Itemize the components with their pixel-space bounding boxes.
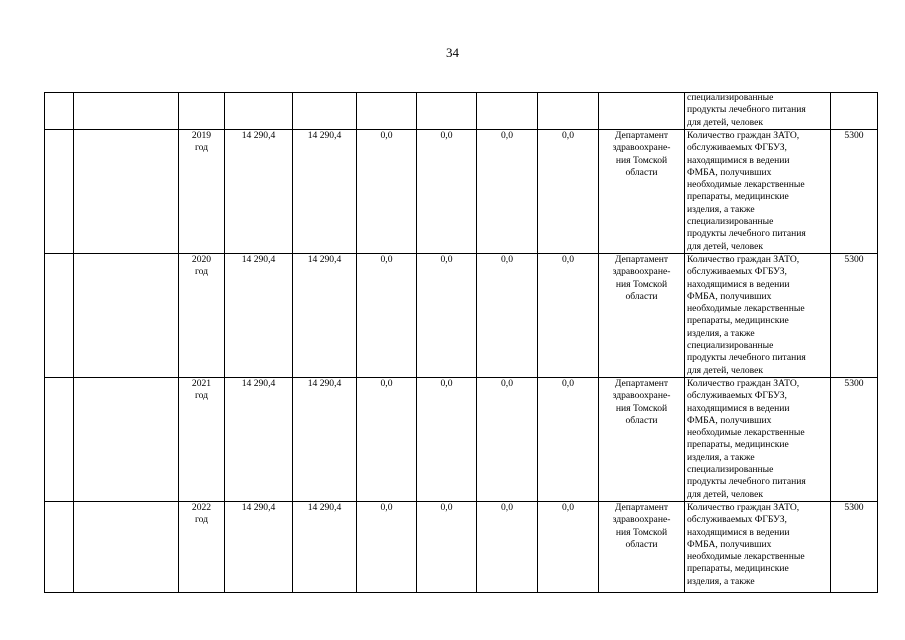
table-cell <box>45 253 74 377</box>
indicator-line: обслуживаемых ФГБУЗ, <box>687 514 787 526</box>
indicator-line: необходимые лекарственные <box>687 551 805 563</box>
table-row-2019 <box>45 130 878 254</box>
amount-cell: 0,0 <box>477 253 538 377</box>
indicator-cell <box>685 377 831 501</box>
indicator-line: для детей, человек <box>687 488 764 500</box>
indicator-line: препараты, медицинские <box>687 563 789 575</box>
executor-line: области <box>625 538 658 550</box>
indicator-line: ФМБА, получивших <box>687 290 772 302</box>
table-cell <box>74 93 179 130</box>
amount-cell: 0,0 <box>357 501 417 592</box>
value-cell: 5300 <box>831 253 878 377</box>
indicator-line: для детей, человек <box>687 240 764 252</box>
executor-line: здравоохране- <box>612 514 671 526</box>
executor-cell <box>599 501 685 592</box>
executor-line: ния Томской <box>615 402 668 414</box>
executor-line: ния Томской <box>615 526 668 538</box>
executor-line: здравоохране- <box>612 390 671 402</box>
indicator-line: препараты, медицинские <box>687 315 789 327</box>
executor-line: ния Томской <box>615 154 668 166</box>
indicator-line: Количество граждан ЗАТО, <box>687 501 800 513</box>
total-cell: 14 290,4 <box>225 377 293 501</box>
table-cell <box>225 93 293 130</box>
amount-cell: 0,0 <box>357 253 417 377</box>
amount-cell: 14 290,4 <box>293 253 357 377</box>
table-cell <box>293 93 357 130</box>
table-cell <box>74 377 179 501</box>
table-cell <box>45 93 74 130</box>
table-row-2020 <box>45 253 878 377</box>
indicator-line: для детей, человек <box>687 116 764 128</box>
indicator-line: находящимися в ведении <box>687 154 790 166</box>
executor-line: области <box>625 166 658 178</box>
year-unit: год <box>194 390 209 402</box>
executor-line: Департамент <box>614 501 669 513</box>
indicator-line: специализированные <box>687 340 774 352</box>
table-cell <box>417 93 477 130</box>
indicator-cell <box>685 93 831 130</box>
budget-table <box>44 92 878 593</box>
indicator-line: находящимися в ведении <box>687 526 790 538</box>
value-cell: 5300 <box>831 130 878 254</box>
executor-line: Департамент <box>614 377 669 389</box>
indicator-line: необходимые лекарственные <box>687 179 805 191</box>
indicator-line: для детей, человек <box>687 364 764 376</box>
indicator-line: Количество граждан ЗАТО, <box>687 130 800 141</box>
indicator-line: необходимые лекарственные <box>687 303 805 315</box>
amount-cell: 0,0 <box>417 501 477 592</box>
executor-line: ния Томской <box>615 278 668 290</box>
executor-cell <box>599 253 685 377</box>
indicator-line: препараты, медицинские <box>687 439 789 451</box>
year-value: 2020 <box>191 253 212 265</box>
value-cell: 5300 <box>831 501 878 592</box>
executor-cell <box>599 130 685 254</box>
indicator-line: специализированные <box>687 216 774 228</box>
indicator-line: Количество граждан ЗАТО, <box>687 253 800 265</box>
amount-cell: 14 290,4 <box>293 501 357 592</box>
table-cell <box>74 130 179 254</box>
indicator-line: находящимися в ведении <box>687 278 790 290</box>
value-cell: 5300 <box>831 377 878 501</box>
year-unit: год <box>194 142 209 154</box>
indicator-line: ФМБА, получивших <box>687 414 772 426</box>
indicator-line: специализированные <box>687 92 774 103</box>
year-value: 2022 <box>191 501 212 513</box>
amount-cell: 0,0 <box>477 377 538 501</box>
year-unit: год <box>194 514 209 526</box>
table-cell <box>179 93 225 130</box>
executor-line: здравоохране- <box>612 142 671 154</box>
table-cell <box>74 501 179 592</box>
amount-cell: 0,0 <box>538 377 599 501</box>
year-unit: год <box>194 266 209 278</box>
total-cell: 14 290,4 <box>225 130 293 254</box>
executor-line: области <box>625 290 658 302</box>
table-cell <box>831 93 878 130</box>
indicator-line: Количество граждан ЗАТО, <box>687 377 800 389</box>
amount-cell: 0,0 <box>538 253 599 377</box>
indicator-line: препараты, медицинские <box>687 191 789 203</box>
year-cell <box>179 501 225 592</box>
indicator-line: обслуживаемых ФГБУЗ, <box>687 390 787 402</box>
indicator-line: необходимые лекарственные <box>687 427 805 439</box>
year-cell <box>179 377 225 501</box>
indicator-line: изделия, а также <box>687 575 755 587</box>
table-row-continuation <box>45 93 878 130</box>
amount-cell: 0,0 <box>357 130 417 254</box>
indicator-line: продукты лечебного питания <box>687 476 806 488</box>
indicator-line: изделия, а также <box>687 203 755 215</box>
amount-cell: 0,0 <box>477 130 538 254</box>
indicator-cell <box>685 253 831 377</box>
amount-cell: 0,0 <box>357 377 417 501</box>
table-cell <box>477 93 538 130</box>
table-cell <box>538 93 599 130</box>
indicator-line: продукты лечебного питания <box>687 228 806 240</box>
executor-line: здравоохране- <box>612 266 671 278</box>
total-cell: 14 290,4 <box>225 501 293 592</box>
table-cell <box>45 130 74 254</box>
table-row-2021 <box>45 377 878 501</box>
indicator-line: обслуживаемых ФГБУЗ, <box>687 266 787 278</box>
executor-line: области <box>625 414 658 426</box>
indicator-line: ФМБА, получивших <box>687 538 772 550</box>
indicator-line: изделия, а также <box>687 451 755 463</box>
indicator-line: продукты лечебного питания <box>687 104 806 116</box>
executor-line: Департамент <box>614 130 669 141</box>
amount-cell: 0,0 <box>477 501 538 592</box>
table-cell <box>357 93 417 130</box>
amount-cell: 0,0 <box>538 130 599 254</box>
indicator-line: продукты лечебного питания <box>687 352 806 364</box>
amount-cell: 0,0 <box>417 253 477 377</box>
amount-cell: 0,0 <box>417 130 477 254</box>
year-cell <box>179 253 225 377</box>
indicator-line: ФМБА, получивших <box>687 166 772 178</box>
indicator-cell <box>685 501 831 592</box>
amount-cell: 14 290,4 <box>293 130 357 254</box>
total-cell: 14 290,4 <box>225 253 293 377</box>
table-cell <box>599 93 685 130</box>
indicator-line: изделия, а также <box>687 327 755 339</box>
table-cell <box>74 253 179 377</box>
indicator-line: обслуживаемых ФГБУЗ, <box>687 142 787 154</box>
amount-cell: 0,0 <box>417 377 477 501</box>
year-value: 2019 <box>191 130 212 141</box>
table-cell <box>45 501 74 592</box>
indicator-line: специализированные <box>687 464 774 476</box>
table-cell <box>45 377 74 501</box>
executor-cell <box>599 377 685 501</box>
year-cell <box>179 130 225 254</box>
indicator-line: находящимися в ведении <box>687 402 790 414</box>
indicator-cell <box>685 130 831 254</box>
table-row-2022 <box>45 501 878 592</box>
page-number: 34 <box>446 45 459 60</box>
amount-cell: 0,0 <box>538 501 599 592</box>
executor-line: Департамент <box>614 253 669 265</box>
year-value: 2021 <box>191 377 212 389</box>
amount-cell: 14 290,4 <box>293 377 357 501</box>
